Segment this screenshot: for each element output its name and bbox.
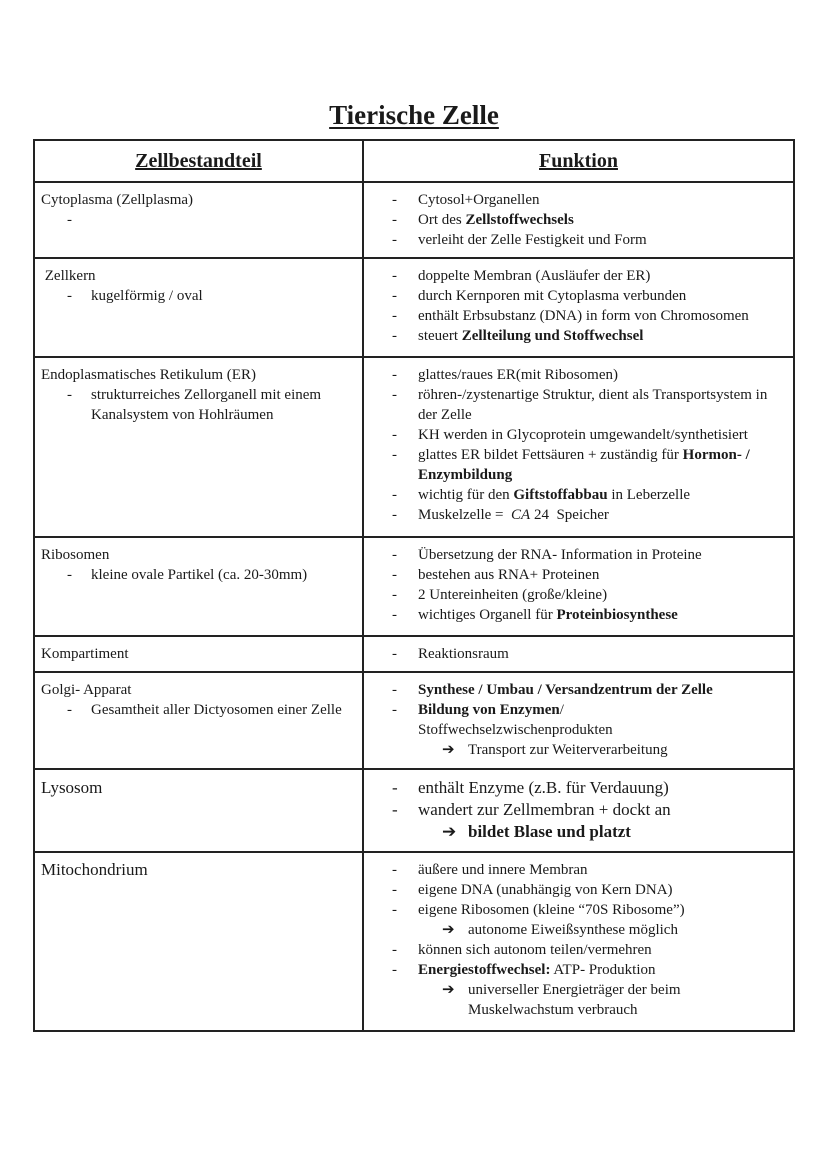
- function-cell: [363, 636, 794, 672]
- table-row: [34, 672, 794, 769]
- function-cell: [363, 182, 794, 258]
- bullet-item: [392, 505, 785, 525]
- bullet-item: [392, 545, 785, 565]
- component-cell: [34, 636, 363, 672]
- text-segment: Synthese / Umbau / Versandzentrum der Zelle: [418, 682, 713, 698]
- component-cell: [34, 182, 363, 258]
- table-row: [34, 636, 794, 672]
- text-segment: Hormon- / Enzymbildung: [418, 447, 754, 483]
- text-segment: Cytosol+Organellen: [418, 192, 540, 208]
- bullet-item: [41, 385, 356, 425]
- text-segment: 2 Untereinheiten (große/kleine): [418, 587, 608, 603]
- bullet-item: [392, 326, 785, 346]
- bullet-item: [392, 680, 785, 700]
- text-segment: kleine ovale Partikel (ca. 20-30mm): [91, 567, 308, 583]
- function-cell: [363, 769, 794, 852]
- text-segment: enthält Enzyme (z.B. für Verdauung): [418, 778, 669, 797]
- bullet-item: [392, 960, 785, 980]
- component-name: [41, 644, 356, 664]
- header-component: Zellbestandteil: [34, 140, 363, 182]
- bullet-item: [41, 565, 356, 585]
- function-cell: [363, 672, 794, 769]
- text-segment: wichtig für den: [418, 487, 514, 503]
- component-cell: [34, 258, 363, 357]
- table-row: [34, 357, 794, 537]
- text-segment: /: [559, 702, 564, 718]
- bullet-item: [392, 860, 785, 880]
- text-segment: KH werden in Glycoprotein umgewandelt/synthetisiert: [418, 427, 748, 443]
- component-cell: [34, 852, 363, 1031]
- text-segment: Kompartiment: [41, 646, 129, 662]
- arrow-item: [392, 740, 785, 760]
- component-name: [41, 365, 356, 385]
- text-segment: Ort des: [418, 212, 466, 228]
- text-segment: 24 Speicher: [530, 507, 609, 523]
- text-segment: wandert zur Zellmembran + dockt an: [418, 800, 671, 819]
- text-segment: Proteinbiosynthese: [556, 607, 678, 623]
- bullet-item: [392, 720, 785, 740]
- component-name: [41, 266, 356, 286]
- table-header-row: [34, 140, 794, 182]
- component-cell: [34, 672, 363, 769]
- text-segment: Bildung von Enzymen: [418, 702, 560, 718]
- component-cell: [34, 357, 363, 537]
- bullet-item: [392, 880, 785, 900]
- bullet-item: [392, 644, 785, 664]
- bullet-item: [392, 700, 785, 720]
- text-segment: CA: [507, 507, 531, 523]
- text-segment: doppelte Membran (Ausläufer der ER): [418, 268, 651, 284]
- text-segment: wichtiges Organell für: [418, 607, 557, 623]
- text-segment: steuert: [418, 328, 462, 344]
- text-segment: ATP- Produktion: [550, 962, 656, 978]
- function-cell: [363, 537, 794, 636]
- bullet-item: [392, 777, 785, 799]
- bullet-item: [41, 700, 356, 720]
- text-segment: Ribosomen: [41, 547, 110, 563]
- text-segment: röhren-/zystenartige Struktur, dient als Transportsystem in der Zelle: [418, 387, 772, 423]
- bullet-item: [392, 900, 785, 920]
- text-segment: in Leberzelle: [607, 487, 691, 503]
- function-cell: [363, 258, 794, 357]
- bullet-item: [392, 425, 785, 445]
- bullet-item: [392, 210, 785, 230]
- text-segment: glattes ER bildet Fettsäuren + zuständig für: [418, 447, 683, 463]
- function-cell: [363, 357, 794, 537]
- table-row: [34, 852, 794, 1031]
- bullet-item: [392, 485, 785, 505]
- component-cell: [34, 769, 363, 852]
- text-segment: Lysosom: [41, 778, 103, 797]
- text-segment: Zellstoffwechsels: [465, 212, 574, 228]
- bullet-item: [392, 940, 785, 960]
- text-segment: eigene Ribosomen (kleine “70S Ribosome”): [418, 902, 685, 918]
- bullet-item: [392, 605, 785, 625]
- component-name: [41, 545, 356, 565]
- text-segment: glattes/raues ER(mit Ribosomen): [418, 367, 618, 383]
- component-cell: [34, 537, 363, 636]
- bullet-item: [392, 306, 785, 326]
- arrow-item: [392, 920, 785, 940]
- function-cell: [363, 852, 794, 1031]
- bullet-item: [392, 565, 785, 585]
- bullet-item: [392, 266, 785, 286]
- component-name: [41, 190, 356, 210]
- bullet-item: [392, 445, 785, 485]
- table-row: [34, 769, 794, 852]
- text-segment: können sich autonom teilen/vermehren: [418, 942, 652, 958]
- page-title: Tierische Zelle: [329, 100, 499, 130]
- text-segment: äußere und innere Membran: [418, 862, 588, 878]
- bullet-item: [392, 190, 785, 210]
- text-segment: autonome Eiweißsynthese möglich: [468, 922, 678, 938]
- component-name: [41, 680, 356, 700]
- text-segment: bildet Blase und platzt: [468, 822, 631, 841]
- text-segment: Zellteilung und Stoffwechsel: [461, 328, 644, 344]
- text-segment: kugelförmig / oval: [91, 288, 203, 304]
- text-segment: enthält Erbsubstanz (DNA) in form von Chromosomen: [418, 308, 749, 324]
- text-segment: Transport zur Weiterverarbeitung: [468, 742, 668, 758]
- bullet-item: [392, 230, 785, 250]
- cell-components-table: [33, 139, 795, 1032]
- table-row: [34, 258, 794, 357]
- arrow-icon: ➔: [442, 922, 455, 938]
- text-segment: Stoffwechselzwischenprodukten: [418, 722, 613, 738]
- bullet-item: [392, 286, 785, 306]
- text-segment: eigene DNA (unabhängig von Kern DNA): [418, 882, 673, 898]
- text-segment: Reaktionsraum: [418, 646, 509, 662]
- bullet-item: [392, 365, 785, 385]
- text-segment: Endoplasmatisches Retikulum (ER): [41, 367, 256, 383]
- arrow-icon: ➔: [442, 822, 457, 841]
- bullet-item: [392, 385, 785, 425]
- component-name: [41, 860, 356, 880]
- text-segment: strukturreiches Zellorganell mit einem Kanalsystem von Hohlräumen: [91, 387, 325, 423]
- text-segment: durch Kernporen mit Cytoplasma verbunden: [418, 288, 687, 304]
- bullet-item: [392, 585, 785, 605]
- arrow-item: [392, 980, 785, 1020]
- table-row: [34, 182, 794, 258]
- text-segment: Muskelzelle =: [418, 507, 508, 523]
- header-function: Funktion: [363, 140, 794, 182]
- text-segment: Übersetzung der RNA- Information in Proteine: [418, 547, 702, 563]
- arrow-icon: ➔: [442, 982, 455, 998]
- text-segment: Zellkern: [41, 268, 96, 284]
- text-segment: Gesamtheit aller Dictyosomen einer Zelle: [91, 702, 342, 718]
- text-segment: Giftstoffabbau: [513, 487, 608, 503]
- text-segment: Golgi- Apparat: [41, 682, 132, 698]
- arrow-item: [392, 821, 785, 843]
- text-segment: universeller Energieträger der beim Muskelwachstum verbrauch: [468, 982, 685, 1018]
- text-segment: Cytoplasma (Zellplasma): [41, 192, 194, 208]
- arrow-icon: ➔: [442, 742, 455, 758]
- text-segment: bestehen aus RNA+ Proteinen: [418, 567, 600, 583]
- text-segment: verleiht der Zelle Festigkeit und Form: [418, 232, 647, 248]
- bullet-item: [41, 286, 356, 306]
- bullet-item: [392, 799, 785, 821]
- text-segment: Energiestoffwechsel:: [418, 962, 551, 978]
- table-row: [34, 537, 794, 636]
- text-segment: Mitochondrium: [41, 860, 148, 879]
- component-name: [41, 777, 356, 799]
